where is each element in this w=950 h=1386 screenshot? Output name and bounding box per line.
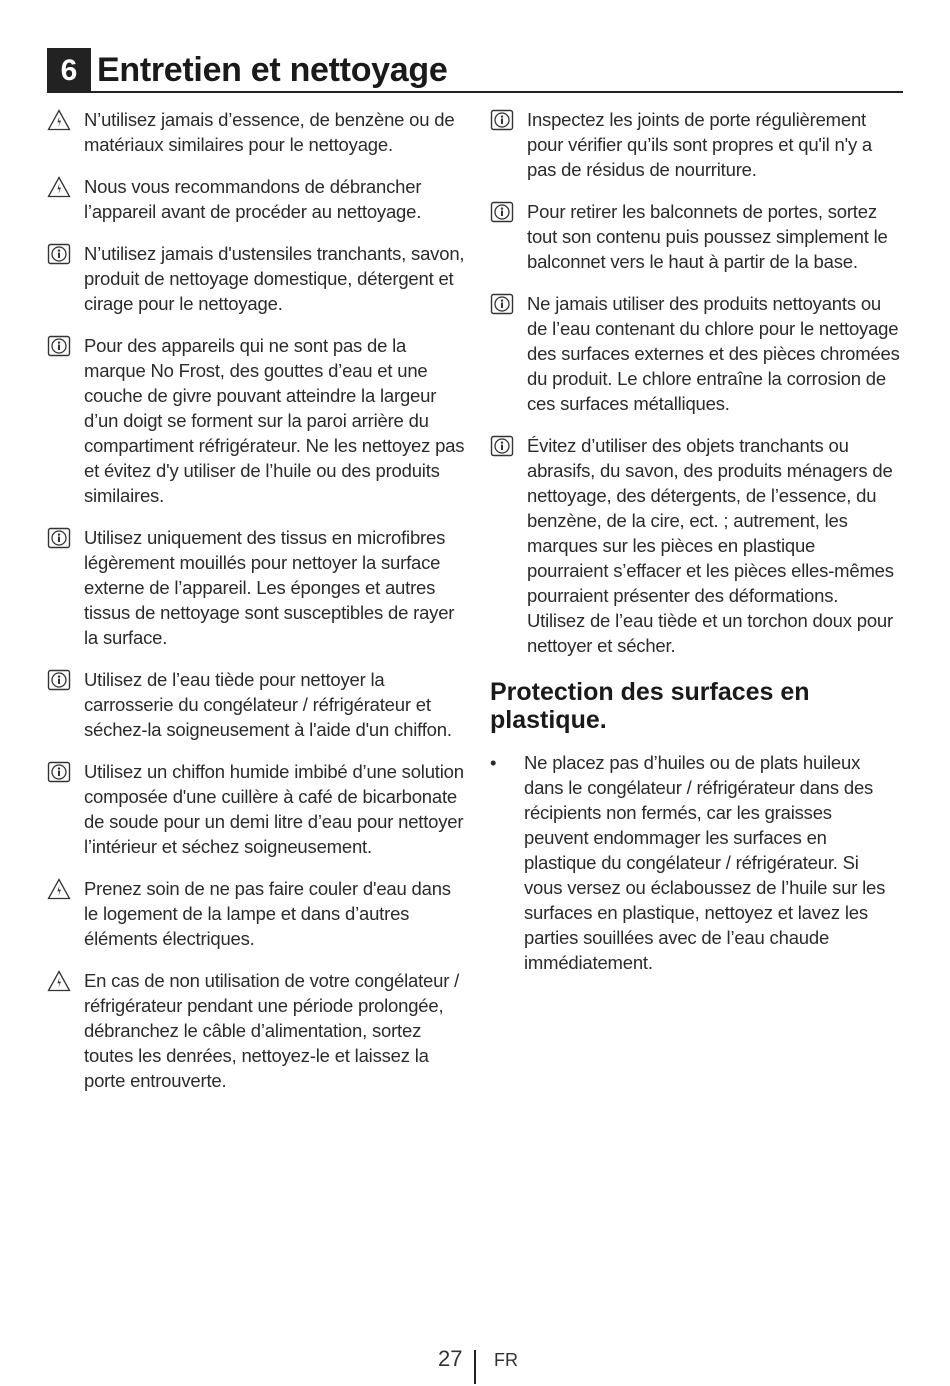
- item-text: En cas de non utilisation de votre congélateur / réfrigérateur pendant une période prolongée, débranchez le câble d’alimentation, sortez toutes les denrées, nettoyez-le et laissez la porte entrouverte.: [84, 970, 460, 1091]
- info-icon: [490, 109, 514, 131]
- item-text: Utilisez uniquement des tissus en microfibres légèrement mouillés pour nettoyer la surface externe de l’appareil. Les éponges et autres tissus de nettoyage sont susceptibles de rayer la surface.: [84, 527, 455, 648]
- item-text: Utilisez de l’eau tiède pour nettoyer la carrosserie du congélateur / réfrigérateur et séchez-la soigneusement à l'aide d'un chiffon.: [84, 669, 452, 740]
- section-heading: Protection des surfaces en plastique.: [490, 678, 810, 734]
- item-text: Utilisez un chiffon humide imbibé d’une solution composée d'une cuillère à café de bicarbonate de soude pour un demi litre d’eau pour nettoyer l’intérieur et séchez soigneusement.: [84, 761, 464, 857]
- list-item: [47, 876, 465, 951]
- language-code: FR: [494, 1350, 518, 1370]
- item-text: Pour des appareils qui ne sont pas de la marque No Frost, des gouttes d’eau et une couche de givre pouvant atteindre la largeur d’un doigt se forment sur la paroi arrière du compartiment réfrigérateur. Ne les nettoyez pas et évitez d'y utiliser de l’huile ou des produits similaires.: [84, 335, 465, 506]
- list-item: [490, 107, 900, 182]
- footer-divider: [474, 1350, 476, 1384]
- list-item: [490, 199, 900, 274]
- list-item: [47, 968, 465, 1093]
- list-item: [47, 759, 465, 859]
- list-item: [47, 107, 465, 157]
- chapter-number: 6: [47, 48, 91, 93]
- item-text: Ne jamais utiliser des produits nettoyants ou de l’eau contenant du chlore pour le nettoyage des surfaces externes et des pièces chromées du produit. Le chlore entraîne la corrosion de ces surfaces métalliques.: [527, 293, 900, 414]
- info-icon: [47, 527, 71, 549]
- list-item: [47, 174, 465, 224]
- warning-icon: [47, 176, 71, 198]
- info-icon: [490, 435, 514, 457]
- header-divider: [91, 91, 903, 93]
- page-number: 27: [438, 1346, 463, 1371]
- list-item: [490, 291, 900, 416]
- item-text: Inspectez les joints de porte régulièrement pour vérifier qu’ils sont propres et qu'il n'y a pas de résidus de nourriture.: [527, 109, 873, 180]
- bullet-list-item: [490, 750, 900, 975]
- warning-icon: [47, 109, 71, 131]
- right-column: [490, 107, 900, 975]
- info-icon: [47, 761, 71, 783]
- page-footer: [0, 1346, 950, 1386]
- bullet-text: Ne placez pas d’huiles ou de plats huileux dans le congélateur / réfrigérateur dans des récipients non fermés, car les graisses peuvent endommager les surfaces en plastique du congélateur / réfrigérateur. Si vous versez ou éclaboussez de l’huile sur les surfaces en plastique, nettoyez et lavez les parties souillées avec de l’eau chaude immédiatement.: [524, 752, 886, 973]
- info-icon: [47, 669, 71, 691]
- item-text: Prenez soin de ne pas faire couler d'eau dans le logement de la lampe et dans d’autres éléments électriques.: [84, 878, 451, 949]
- info-icon: [47, 243, 71, 265]
- list-item: [47, 525, 465, 650]
- item-text: Nous vous recommandons de débrancher l’appareil avant de procéder au nettoyage.: [84, 176, 422, 222]
- list-item: [47, 333, 465, 508]
- page-title: Entretien et nettoyage: [97, 51, 448, 89]
- bullet-icon: •: [490, 752, 497, 773]
- item-text: Pour retirer les balconnets de portes, sortez tout son contenu puis poussez simplement le balconnet vers le haut à partir de la base.: [527, 201, 888, 272]
- info-icon: [490, 293, 514, 315]
- warning-icon: [47, 970, 71, 992]
- list-item: [47, 667, 465, 742]
- item-text: N’utilisez jamais d’essence, de benzène ou de matériaux similaires pour le nettoyage.: [84, 109, 455, 155]
- info-icon: [47, 335, 71, 357]
- warning-icon: [47, 878, 71, 900]
- list-item: [47, 241, 465, 316]
- chapter-header: [47, 48, 903, 93]
- left-column: [47, 107, 465, 1110]
- item-text: Évitez d’utiliser des objets tranchants ou abrasifs, du savon, des produits ménagers de nettoyage, des détergents, de l’essence, du benzène, de la cire, ect. ; autrement, les marques sur les pièces en plastique pourraient s’effacer et les pièces elles-mêmes pourraient présenter des déformations. Utilisez de l’eau tiède et un torchon doux pour nettoyer et sécher.: [527, 435, 894, 656]
- info-icon: [490, 201, 514, 223]
- item-text: N’utilisez jamais d'ustensiles tranchants, savon, produit de nettoyage domestique, détergent et cirage pour le nettoyage.: [84, 243, 465, 314]
- list-item: [490, 433, 900, 658]
